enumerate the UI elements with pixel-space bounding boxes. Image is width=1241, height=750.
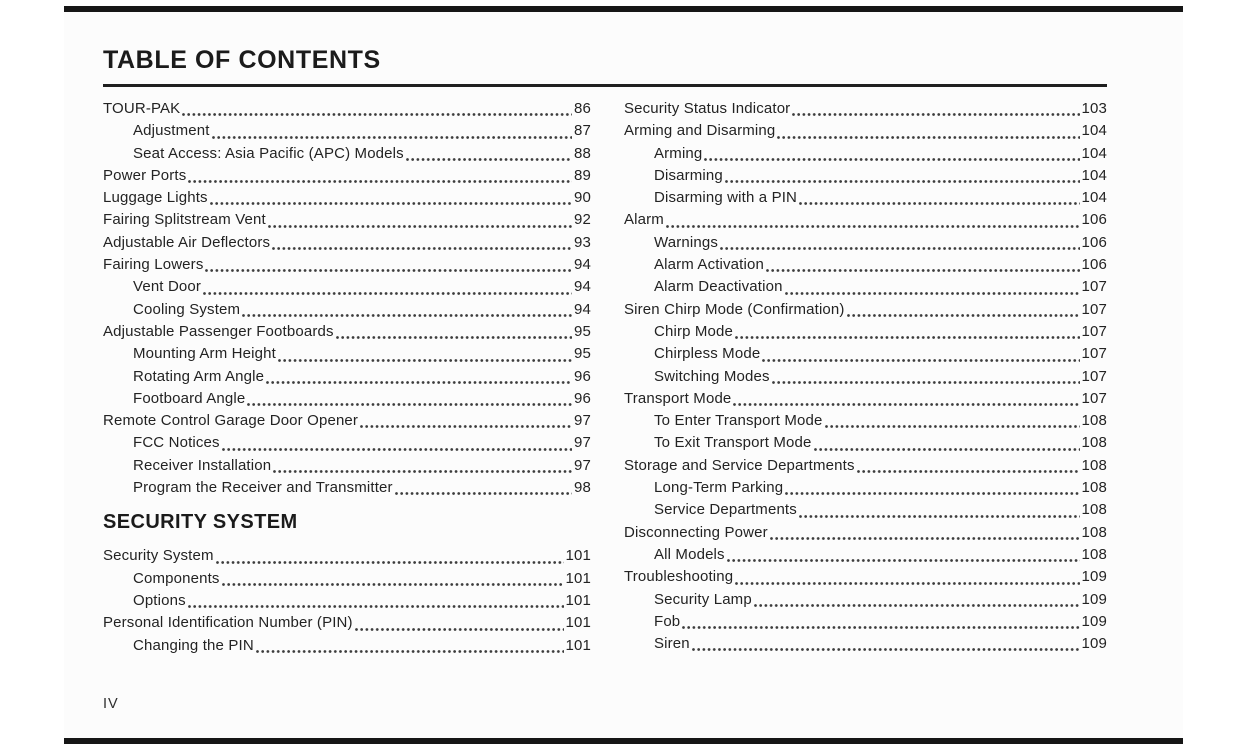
toc-entry bbox=[624, 633, 1107, 655]
toc-page-number: 94 bbox=[574, 300, 591, 318]
toc-entry-label: TOUR-PAK bbox=[103, 100, 181, 117]
toc-page-number: 94 bbox=[574, 256, 591, 274]
toc-page-number: 107 bbox=[1081, 345, 1107, 363]
dot-leader bbox=[210, 202, 572, 205]
dot-leader bbox=[792, 113, 1079, 116]
dot-leader bbox=[777, 136, 1079, 139]
document-page bbox=[64, 6, 1183, 744]
dot-leader bbox=[222, 583, 564, 586]
toc-page-number: 106 bbox=[1081, 233, 1107, 251]
dot-leader bbox=[395, 492, 572, 495]
toc-entry-label: Warnings bbox=[654, 233, 718, 251]
dot-leader bbox=[268, 225, 572, 228]
dot-leader bbox=[682, 626, 1079, 629]
dot-leader bbox=[785, 492, 1079, 495]
dot-leader bbox=[762, 359, 1079, 362]
dot-leader bbox=[825, 425, 1080, 428]
toc-entry-label: Adjustable Air Deflectors bbox=[103, 233, 271, 251]
section-heading: SECURITY SYSTEM bbox=[103, 511, 298, 534]
dot-leader bbox=[188, 605, 564, 608]
page-title: TABLE OF CONTENTS bbox=[103, 46, 381, 74]
toc-entry-label: FCC Notices bbox=[133, 434, 220, 452]
toc-page-number: 108 bbox=[1081, 434, 1107, 452]
toc-entry-label: Footboard Angle bbox=[133, 389, 246, 407]
toc-entry bbox=[103, 455, 591, 477]
toc-entry-label: Receiver Installation bbox=[133, 456, 272, 474]
toc-entry-label: Remote Control Garage Door Opener bbox=[103, 412, 359, 430]
toc-page-number: 103 bbox=[1081, 100, 1107, 117]
toc-entry bbox=[624, 209, 1107, 231]
toc-entry bbox=[103, 343, 591, 365]
toc-entry-label: Disarming with a PIN bbox=[654, 189, 798, 207]
toc-entry-label: Fob bbox=[654, 612, 681, 630]
toc-entry bbox=[624, 98, 1107, 120]
toc-page-number: 97 bbox=[574, 434, 591, 452]
dot-leader bbox=[266, 381, 572, 384]
toc-entry bbox=[103, 254, 591, 276]
toc-entry bbox=[103, 477, 591, 499]
toc-entry-label: Siren Chirp Mode (Confirmation) bbox=[624, 300, 845, 318]
toc-entry-label: Fairing Lowers bbox=[103, 256, 204, 274]
dot-leader bbox=[355, 628, 564, 631]
dot-leader bbox=[735, 582, 1079, 585]
toc-page-number: 95 bbox=[574, 322, 591, 340]
toc-entry-label: Program the Receiver and Transmitter bbox=[133, 479, 393, 497]
toc-entry-label: To Enter Transport Mode bbox=[654, 412, 823, 430]
toc-page-number: 96 bbox=[574, 389, 591, 407]
toc-entry-label: Cooling System bbox=[133, 300, 241, 318]
toc-entry bbox=[103, 232, 591, 254]
toc-entry-label: Siren bbox=[654, 635, 690, 653]
toc-entry bbox=[624, 499, 1107, 521]
dot-leader bbox=[733, 403, 1079, 406]
folio-page-number: IV bbox=[103, 696, 119, 712]
toc-entry-label: Options bbox=[133, 591, 186, 609]
toc-page-number: 101 bbox=[565, 591, 591, 609]
toc-entry-label: Components bbox=[133, 569, 220, 587]
toc-page-number: 108 bbox=[1081, 523, 1107, 541]
toc-entry bbox=[103, 120, 591, 142]
toc-entry bbox=[103, 321, 591, 343]
toc-entry bbox=[624, 343, 1107, 365]
toc-entry bbox=[624, 321, 1107, 343]
dot-leader bbox=[272, 247, 572, 250]
dot-leader bbox=[847, 314, 1080, 317]
toc-entry bbox=[624, 432, 1107, 454]
toc-entry bbox=[103, 635, 591, 657]
toc-entry bbox=[624, 276, 1107, 298]
toc-entry-label: Transport Mode bbox=[624, 389, 732, 407]
toc-page-number: 107 bbox=[1081, 389, 1107, 407]
toc-entry bbox=[624, 120, 1107, 142]
toc-page-number: 93 bbox=[574, 233, 591, 251]
toc-page-number: 108 bbox=[1081, 545, 1107, 563]
toc-entry-label: Arming and Disarming bbox=[624, 122, 776, 140]
dot-leader bbox=[814, 448, 1080, 451]
toc-page-number: 98 bbox=[574, 479, 591, 497]
toc-page-number: 104 bbox=[1081, 189, 1107, 207]
toc-entry bbox=[624, 232, 1107, 254]
toc-entry bbox=[624, 410, 1107, 432]
toc-page-number: 92 bbox=[574, 211, 591, 229]
toc-entry bbox=[103, 568, 591, 590]
toc-entry bbox=[624, 544, 1107, 566]
toc-entry bbox=[624, 477, 1107, 499]
toc-page-number: 109 bbox=[1081, 568, 1107, 586]
toc-entry-label: Storage and Service Departments bbox=[624, 456, 855, 474]
dot-leader bbox=[360, 425, 572, 428]
toc-entry-label: Fairing Splitstream Vent bbox=[103, 211, 266, 229]
toc-page-number: 95 bbox=[574, 345, 591, 363]
toc-entry bbox=[103, 590, 591, 612]
toc-entry-label: Alarm Activation bbox=[654, 256, 764, 274]
dot-leader bbox=[336, 336, 572, 339]
toc-page-number: 109 bbox=[1081, 612, 1107, 630]
toc-entry bbox=[103, 165, 591, 187]
toc-entry-label: Rotating Arm Angle bbox=[133, 367, 265, 385]
toc-entry bbox=[624, 187, 1107, 209]
toc-entry bbox=[103, 98, 591, 120]
toc-entry bbox=[624, 165, 1107, 187]
toc-entry bbox=[103, 143, 591, 165]
toc-page-number: 94 bbox=[574, 278, 591, 296]
toc-entry bbox=[103, 545, 591, 567]
dot-leader bbox=[785, 292, 1080, 295]
dot-leader bbox=[799, 202, 1079, 205]
dot-leader bbox=[273, 470, 572, 473]
page-content bbox=[103, 12, 1107, 657]
toc-entry bbox=[624, 254, 1107, 276]
dot-leader bbox=[666, 225, 1080, 228]
toc-entry-label: Chirpless Mode bbox=[654, 345, 761, 363]
toc-columns bbox=[103, 98, 1107, 657]
toc-page-number: 108 bbox=[1081, 479, 1107, 497]
toc-entry-label: Disarming bbox=[654, 166, 723, 184]
dot-leader bbox=[754, 604, 1080, 607]
toc-entry-label: Disconnecting Power bbox=[624, 523, 768, 541]
toc-entry bbox=[624, 299, 1107, 321]
title-rule bbox=[103, 84, 1107, 87]
toc-entry-label: Changing the PIN bbox=[133, 636, 254, 654]
dot-leader bbox=[406, 158, 572, 161]
toc-entry-label: Service Departments bbox=[654, 501, 797, 519]
dot-leader bbox=[770, 537, 1080, 540]
toc-entry bbox=[103, 410, 591, 432]
toc-page-number: 107 bbox=[1081, 322, 1107, 340]
dot-leader bbox=[772, 381, 1080, 384]
dot-leader bbox=[766, 269, 1080, 272]
toc-column-left bbox=[103, 98, 591, 657]
toc-page-number: 108 bbox=[1081, 456, 1107, 474]
toc-entry-label: Security System bbox=[103, 547, 214, 565]
toc-entry-label: Alarm bbox=[624, 211, 664, 229]
toc-entry bbox=[103, 612, 591, 634]
dot-leader bbox=[212, 136, 572, 139]
toc-entry-label: Adjustment bbox=[133, 122, 210, 140]
toc-entry-label: Seat Access: Asia Pacific (APC) Models bbox=[133, 144, 404, 162]
toc-page-number: 87 bbox=[574, 122, 591, 140]
dot-leader bbox=[256, 650, 564, 653]
toc-page-number: 89 bbox=[574, 166, 591, 184]
toc-page-number: 107 bbox=[1081, 367, 1107, 385]
toc-entry-label: Security Lamp bbox=[654, 590, 752, 608]
toc-entry bbox=[624, 566, 1107, 588]
dot-leader bbox=[222, 448, 572, 451]
dot-leader bbox=[799, 515, 1080, 518]
toc-entry bbox=[103, 187, 591, 209]
toc-page-number: 101 bbox=[565, 547, 591, 565]
dot-leader bbox=[205, 269, 572, 272]
toc-entry-label: All Models bbox=[654, 545, 725, 563]
toc-entry bbox=[624, 611, 1107, 633]
dot-leader bbox=[203, 292, 572, 295]
toc-entry-label: Arming bbox=[654, 144, 703, 162]
toc-page-number: 108 bbox=[1081, 412, 1107, 430]
toc-entry bbox=[624, 589, 1107, 611]
toc-entry bbox=[103, 299, 591, 321]
toc-entry-label: Vent Door bbox=[133, 278, 202, 296]
toc-page-number: 107 bbox=[1081, 278, 1107, 296]
toc-page-number: 88 bbox=[574, 144, 591, 162]
toc-entry-label: To Exit Transport Mode bbox=[654, 434, 812, 452]
dot-leader bbox=[704, 158, 1079, 161]
dot-leader bbox=[247, 403, 572, 406]
toc-entry-label: Switching Modes bbox=[654, 367, 770, 385]
toc-entry bbox=[103, 209, 591, 231]
toc-page-number: 101 bbox=[565, 569, 591, 587]
toc-page-number: 106 bbox=[1081, 256, 1107, 274]
toc-page-number: 104 bbox=[1081, 122, 1107, 140]
dot-leader bbox=[242, 314, 572, 317]
toc-entry-label: Alarm Deactivation bbox=[654, 278, 783, 296]
toc-entry-label: Troubleshooting bbox=[624, 568, 734, 586]
dot-leader bbox=[278, 359, 572, 362]
toc-entry-label: Adjustable Passenger Footboards bbox=[103, 322, 334, 340]
toc-page-number: 109 bbox=[1081, 635, 1107, 653]
toc-page-number: 96 bbox=[574, 367, 591, 385]
toc-entry bbox=[103, 388, 591, 410]
toc-page-number: 104 bbox=[1081, 166, 1107, 184]
toc-entry-label: Personal Identification Number (PIN) bbox=[103, 614, 353, 632]
toc-page-number: 109 bbox=[1081, 590, 1107, 608]
toc-entry bbox=[103, 432, 591, 454]
toc-entry-label: Long-Term Parking bbox=[654, 479, 784, 497]
toc-entry bbox=[624, 522, 1107, 544]
toc-entry bbox=[624, 388, 1107, 410]
toc-page-number: 97 bbox=[574, 412, 591, 430]
toc-column-right bbox=[624, 98, 1107, 657]
toc-page-number: 86 bbox=[574, 100, 591, 117]
toc-page-number: 101 bbox=[565, 636, 591, 654]
toc-entry bbox=[624, 455, 1107, 477]
toc-page-number: 101 bbox=[565, 614, 591, 632]
toc-entry-label: Security Status Indicator bbox=[624, 100, 791, 117]
toc-entry-label: Luggage Lights bbox=[103, 189, 208, 207]
dot-leader bbox=[216, 561, 564, 564]
dot-leader bbox=[727, 559, 1080, 562]
toc-entry bbox=[103, 276, 591, 298]
toc-page-number: 107 bbox=[1081, 300, 1107, 318]
toc-entry bbox=[103, 366, 591, 388]
toc-entry bbox=[624, 366, 1107, 388]
toc-entry-label: Chirp Mode bbox=[654, 322, 734, 340]
dot-leader bbox=[182, 113, 572, 116]
toc-page-number: 104 bbox=[1081, 144, 1107, 162]
toc-page-number: 90 bbox=[574, 189, 591, 207]
dot-leader bbox=[857, 470, 1080, 473]
toc-page-number: 108 bbox=[1081, 501, 1107, 519]
toc-page-number: 97 bbox=[574, 456, 591, 474]
dot-leader bbox=[720, 247, 1080, 250]
dot-leader bbox=[735, 336, 1079, 339]
toc-page-number: 106 bbox=[1081, 211, 1107, 229]
dot-leader bbox=[725, 180, 1080, 183]
toc-entry-label: Mounting Arm Height bbox=[133, 345, 276, 363]
toc-entry bbox=[624, 143, 1107, 165]
dot-leader bbox=[188, 180, 572, 183]
dot-leader bbox=[692, 648, 1080, 651]
toc-entry-label: Power Ports bbox=[103, 166, 187, 184]
